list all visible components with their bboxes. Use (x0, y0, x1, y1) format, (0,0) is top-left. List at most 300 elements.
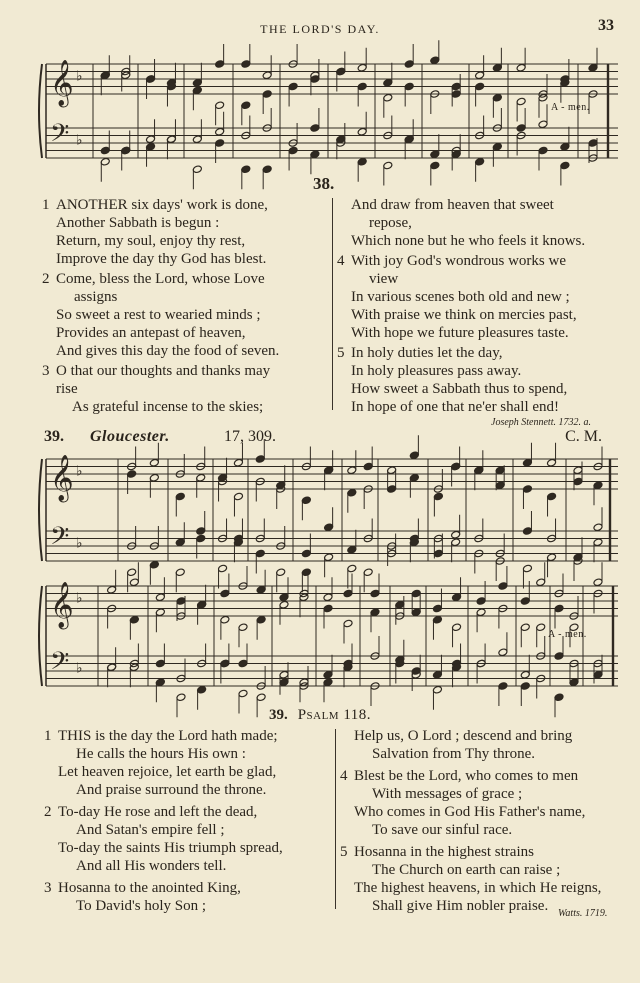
note-head (370, 589, 380, 598)
note-head (127, 470, 137, 479)
verse-line (42, 214, 279, 232)
hymn-39-title: Psalm 118. (297, 707, 372, 723)
note-head (256, 585, 266, 594)
hymn-38-attribution: Joseph Stennett. 1732. a. (491, 417, 591, 428)
verse-number: 4 (340, 768, 348, 784)
note-head (404, 82, 414, 91)
hymn-39-number: 39. (268, 707, 288, 723)
treble-clef-icon: 𝄞 (50, 455, 74, 501)
verse-text: rise (56, 381, 78, 397)
note-head (492, 93, 502, 102)
note-head (554, 652, 564, 661)
note-head (323, 604, 333, 613)
verse-text: Come, bless the Lord, whose Love (56, 271, 265, 287)
note-head (516, 124, 526, 133)
verse-text: Who comes in God His Father's name, (354, 804, 586, 820)
tune-number: 39. (44, 428, 64, 445)
note-head (451, 462, 461, 471)
verse-text: The highest heavens, in which He reigns, (354, 880, 602, 896)
note-head (166, 135, 176, 144)
verse-text: He calls the hours His own : (76, 746, 246, 762)
verse-text: Improve the day thy God has blest. (56, 251, 267, 267)
verse-line (340, 745, 601, 763)
note-head (411, 667, 421, 676)
verse-text: In various scenes both old and new ; (351, 289, 570, 305)
note-head (241, 101, 251, 110)
note-head (256, 693, 266, 702)
verse-line (42, 196, 279, 214)
verse-number: 1 (42, 197, 50, 213)
score-middle (38, 455, 618, 571)
note-head (430, 150, 440, 159)
verse-text: To-day He rose and left the dead, (58, 804, 258, 820)
note-head (593, 578, 603, 587)
note-head (522, 485, 532, 494)
verse-text: And draw from heaven that sweet (351, 197, 554, 213)
verse-text: Hosanna to the anointed King, (58, 880, 241, 896)
note-head (176, 597, 186, 606)
note-head (262, 71, 272, 80)
note-head (215, 127, 225, 136)
verse-text: ANOTHER six days' work is done, (56, 197, 268, 213)
verse-line (337, 380, 585, 398)
note-head (279, 600, 289, 609)
note-head (520, 597, 530, 606)
note-head (547, 553, 557, 562)
note-head (536, 578, 546, 587)
note-head (451, 90, 461, 99)
note-head (569, 678, 579, 687)
verse-number: 5 (340, 844, 348, 860)
note-head (149, 458, 159, 467)
note-head (363, 568, 373, 577)
note-head (347, 466, 357, 475)
note-head (155, 678, 165, 687)
note-head (474, 466, 484, 475)
verse-text: In holy duties let the day, (351, 345, 503, 361)
note-head (256, 615, 266, 624)
note-head (411, 608, 421, 617)
note-head (573, 477, 583, 486)
note-head (430, 56, 440, 65)
note-head (192, 78, 202, 87)
note-head (516, 97, 526, 106)
verse-line (337, 306, 585, 324)
note-head (233, 492, 243, 501)
verse-text: Help us, O Lord ; descend and bring (354, 728, 573, 744)
verse-line (337, 252, 585, 270)
hymn-39-heading (0, 707, 640, 724)
verse-number: 2 (42, 271, 50, 287)
note-head (343, 619, 353, 628)
verse-text: In holy pleasures pass away. (351, 363, 522, 379)
verse-line (44, 803, 283, 821)
note-head (432, 670, 442, 679)
note-head (498, 648, 508, 657)
verse-line (337, 362, 585, 380)
note-head (522, 564, 532, 573)
note-head (299, 678, 309, 687)
note-head (241, 60, 251, 69)
note-head (192, 86, 202, 95)
verse-line (340, 767, 601, 785)
note-head (238, 689, 248, 698)
note-head (538, 93, 548, 102)
verse-text: repose, (369, 215, 412, 231)
note-head (215, 101, 225, 110)
verse-text: O that our thoughts and thanks may (56, 363, 271, 379)
note-head (146, 135, 156, 144)
tune-reference: 17, 309. (224, 428, 276, 445)
verse-line (337, 344, 585, 362)
verse-text: Blest be the Lord, who comes to men (354, 768, 579, 784)
verse-line (42, 362, 279, 380)
note-head (299, 593, 309, 602)
verse-text: Let heaven rejoice, let earth be glad, (58, 764, 277, 780)
verse-line (340, 843, 601, 861)
note-head (301, 568, 311, 577)
note-head (498, 582, 508, 591)
note-head (404, 60, 414, 69)
flat-icon: ♭ (76, 660, 83, 677)
note-head (343, 589, 353, 598)
note-head (498, 682, 508, 691)
verse-number: 5 (337, 345, 345, 361)
note-head (383, 93, 393, 102)
note-head (363, 462, 373, 471)
note-head (197, 685, 207, 694)
note-head (516, 63, 526, 72)
tune-name: Gloucester. (90, 428, 170, 445)
note-head (323, 670, 333, 679)
note-head (129, 615, 139, 624)
note-head (100, 146, 110, 155)
note-head (347, 564, 357, 573)
verse-text: Shall give Him nobler praise. (372, 898, 549, 914)
note-head (475, 157, 485, 166)
verse-line (44, 781, 283, 799)
verse-text: To save our sinful race. (372, 822, 513, 838)
verse-line (42, 250, 279, 268)
note-head (215, 139, 225, 148)
verse-number: 1 (44, 728, 52, 744)
note-head (100, 157, 110, 166)
verse-number: 4 (337, 253, 345, 269)
verse-text: Hosanna in the highest strains (354, 844, 534, 860)
note-head (383, 161, 393, 170)
note-head (452, 593, 462, 602)
note-head (593, 481, 603, 490)
note-head (192, 135, 202, 144)
note-head (146, 142, 156, 151)
note-head (324, 523, 334, 532)
note-head (554, 604, 564, 613)
note-head (430, 161, 440, 170)
verse-line (337, 214, 585, 232)
verse-line (337, 270, 585, 288)
verse-line (42, 398, 279, 416)
note-head (492, 63, 502, 72)
note-head (127, 568, 137, 577)
note-head (554, 693, 564, 702)
note-head (520, 670, 530, 679)
note-head (233, 458, 243, 467)
flat-icon: ♭ (76, 590, 83, 607)
note-head (196, 473, 206, 482)
note-head (357, 157, 367, 166)
note-head (288, 146, 298, 155)
note-head (196, 534, 206, 543)
verse-line (337, 288, 585, 306)
note-head (573, 466, 583, 475)
verse-text: So sweet a rest to wearied minds ; (56, 307, 261, 323)
verse-line (340, 785, 601, 803)
note-head (383, 78, 393, 87)
column-divider-39 (335, 729, 336, 909)
note-head (395, 600, 405, 609)
note-head (301, 549, 311, 558)
verse-text: assigns (74, 289, 118, 305)
bass-clef-icon: 𝄢 (50, 647, 70, 682)
note-head (288, 82, 298, 91)
note-head (387, 466, 397, 475)
verse-text: How sweet a Sabbath thus to spend, (351, 381, 568, 397)
system-brace (39, 64, 42, 158)
note-head (347, 488, 357, 497)
flat-icon: ♭ (76, 535, 83, 552)
note-head (560, 142, 570, 151)
hymn-39-left-column (44, 727, 283, 915)
note-head (220, 589, 230, 598)
verse-line (42, 380, 279, 398)
note-head (220, 615, 230, 624)
music-system-middle (38, 455, 618, 571)
amen-label-bottom: A - men. (548, 629, 587, 640)
note-head (495, 481, 505, 490)
note-head (404, 135, 414, 144)
verse-text: Salvation from Thy throne. (372, 746, 536, 762)
verse-text: Another Sabbath is begun : (56, 215, 220, 231)
note-head (593, 670, 603, 679)
note-head (238, 659, 248, 668)
note-head (547, 492, 557, 501)
note-head (452, 623, 462, 632)
hymn-38-number: 38. (313, 174, 335, 193)
verse-line (340, 879, 601, 897)
note-head (560, 161, 570, 170)
verse-number: 2 (44, 804, 52, 820)
hymn-39-right-column (340, 727, 601, 915)
note-head (522, 458, 532, 467)
note-head (279, 678, 289, 687)
note-head (324, 466, 334, 475)
verse-text: THIS is the day the Lord hath made; (58, 728, 278, 744)
verse-line (340, 861, 601, 879)
note-head (279, 670, 289, 679)
verse-line (340, 821, 601, 839)
verse-text: With messages of grace ; (372, 786, 523, 802)
treble-clef-icon: 𝄞 (50, 60, 74, 106)
note-head (196, 527, 206, 536)
verse-line (340, 803, 601, 821)
note-head (357, 127, 367, 136)
note-head (192, 165, 202, 174)
flat-icon: ♭ (76, 132, 83, 149)
verse-text: And all His wonders tell. (76, 858, 227, 874)
verse-line (44, 763, 283, 781)
verse-text: With hope we future pleasures taste. (351, 325, 569, 341)
verse-line (337, 324, 585, 342)
note-head (593, 523, 603, 532)
verse-line (42, 232, 279, 250)
bass-clef-icon: 𝄢 (50, 119, 70, 154)
verse-line (44, 879, 283, 897)
tune-header (40, 428, 602, 448)
verse-text: And praise surround the throne. (76, 782, 267, 798)
score-bottom (38, 582, 618, 696)
note-head (409, 473, 419, 482)
note-head (495, 466, 505, 475)
note-head (451, 82, 461, 91)
verse-line (337, 232, 585, 250)
note-head (433, 492, 443, 501)
note-head (593, 538, 603, 547)
verse-line (42, 288, 279, 306)
system-brace (39, 586, 42, 686)
verse-text: view (369, 271, 399, 287)
note-head (149, 560, 159, 569)
verse-line (44, 857, 283, 875)
note-head (155, 659, 165, 668)
amen-label-top: A - men. (551, 102, 590, 113)
note-head (129, 578, 139, 587)
verse-line (42, 306, 279, 324)
note-head (522, 527, 532, 536)
verse-text: To-day the saints His triumph spread, (58, 840, 283, 856)
note-head (387, 485, 397, 494)
note-head (536, 623, 546, 632)
note-head (129, 663, 139, 672)
note-head (241, 165, 251, 174)
note-head (238, 623, 248, 632)
verse-text: The Church on earth can raise ; (372, 862, 561, 878)
verse-line (44, 897, 283, 915)
note-head (432, 604, 442, 613)
hymn-38-right-column (337, 196, 585, 416)
flat-icon: ♭ (76, 463, 83, 480)
verse-text: In hope of one that ne'er shall end! (351, 399, 560, 415)
verse-line (337, 196, 585, 214)
verse-line (44, 727, 283, 745)
verse-line (44, 821, 283, 839)
note-head (357, 63, 367, 72)
note-head (279, 593, 289, 602)
note-head (476, 608, 486, 617)
note-head (520, 682, 530, 691)
verse-text: To David's holy Son ; (76, 898, 206, 914)
note-head (476, 597, 486, 606)
verse-text: Provides an antepast of heaven, (56, 325, 246, 341)
note-head (409, 451, 419, 460)
note-head (357, 82, 367, 91)
note-head (301, 496, 311, 505)
note-head (323, 678, 333, 687)
note-head (347, 545, 357, 554)
note-head (255, 455, 265, 464)
note-head (538, 120, 548, 129)
note-head (175, 492, 185, 501)
note-head (100, 71, 110, 80)
note-head (175, 568, 185, 577)
note-head (538, 146, 548, 155)
note-head (276, 568, 286, 577)
music-system-top (38, 58, 618, 166)
note-head (149, 473, 159, 482)
verse-text: With joy God's wondrous works we (351, 253, 567, 269)
note-head (520, 623, 530, 632)
note-head (475, 82, 485, 91)
note-head (432, 615, 442, 624)
verse-text: And gives this day the food of seven. (56, 343, 280, 359)
note-head (176, 693, 186, 702)
note-head (370, 608, 380, 617)
note-head (215, 60, 225, 69)
note-head (432, 685, 442, 694)
verse-text: And Satan's empire fell ; (76, 822, 225, 838)
system-brace (39, 459, 42, 561)
note-head (588, 139, 598, 148)
note-head (175, 538, 185, 547)
verse-text: As grateful incense to the skies; (72, 399, 264, 415)
note-head (310, 124, 320, 133)
note-head (411, 589, 421, 598)
note-head (323, 593, 333, 602)
running-header: THE LORD'S DAY. (260, 22, 380, 36)
note-head (451, 530, 461, 539)
verse-line (44, 839, 283, 857)
note-head (262, 90, 272, 99)
verse-line (340, 727, 601, 745)
page-number: 33 (598, 17, 614, 34)
note-head (324, 553, 334, 562)
note-head (262, 165, 272, 174)
verse-line (42, 270, 279, 288)
score-top (38, 58, 618, 166)
tune-meter: C. M. (565, 428, 602, 445)
verse-line (42, 342, 279, 360)
music-system-bottom (38, 582, 618, 696)
note-head (197, 600, 207, 609)
note-head (107, 585, 117, 594)
hymn-39-attribution: Watts. 1719. (558, 908, 608, 919)
note-head (547, 458, 557, 467)
verse-number: 3 (42, 363, 50, 379)
verse-line (337, 398, 585, 416)
verse-text: With praise we think on mercies past, (351, 307, 577, 323)
note-head (255, 549, 265, 558)
note-head (451, 538, 461, 547)
note-head (492, 142, 502, 151)
treble-clef-icon: 𝄞 (50, 582, 74, 628)
note-head (433, 549, 443, 558)
hymn-38-left-column (42, 196, 279, 416)
note-head (218, 564, 228, 573)
note-head (155, 608, 165, 617)
note-head (155, 593, 165, 602)
note-head (475, 71, 485, 80)
flat-icon: ♭ (76, 68, 83, 85)
verse-line (44, 745, 283, 763)
